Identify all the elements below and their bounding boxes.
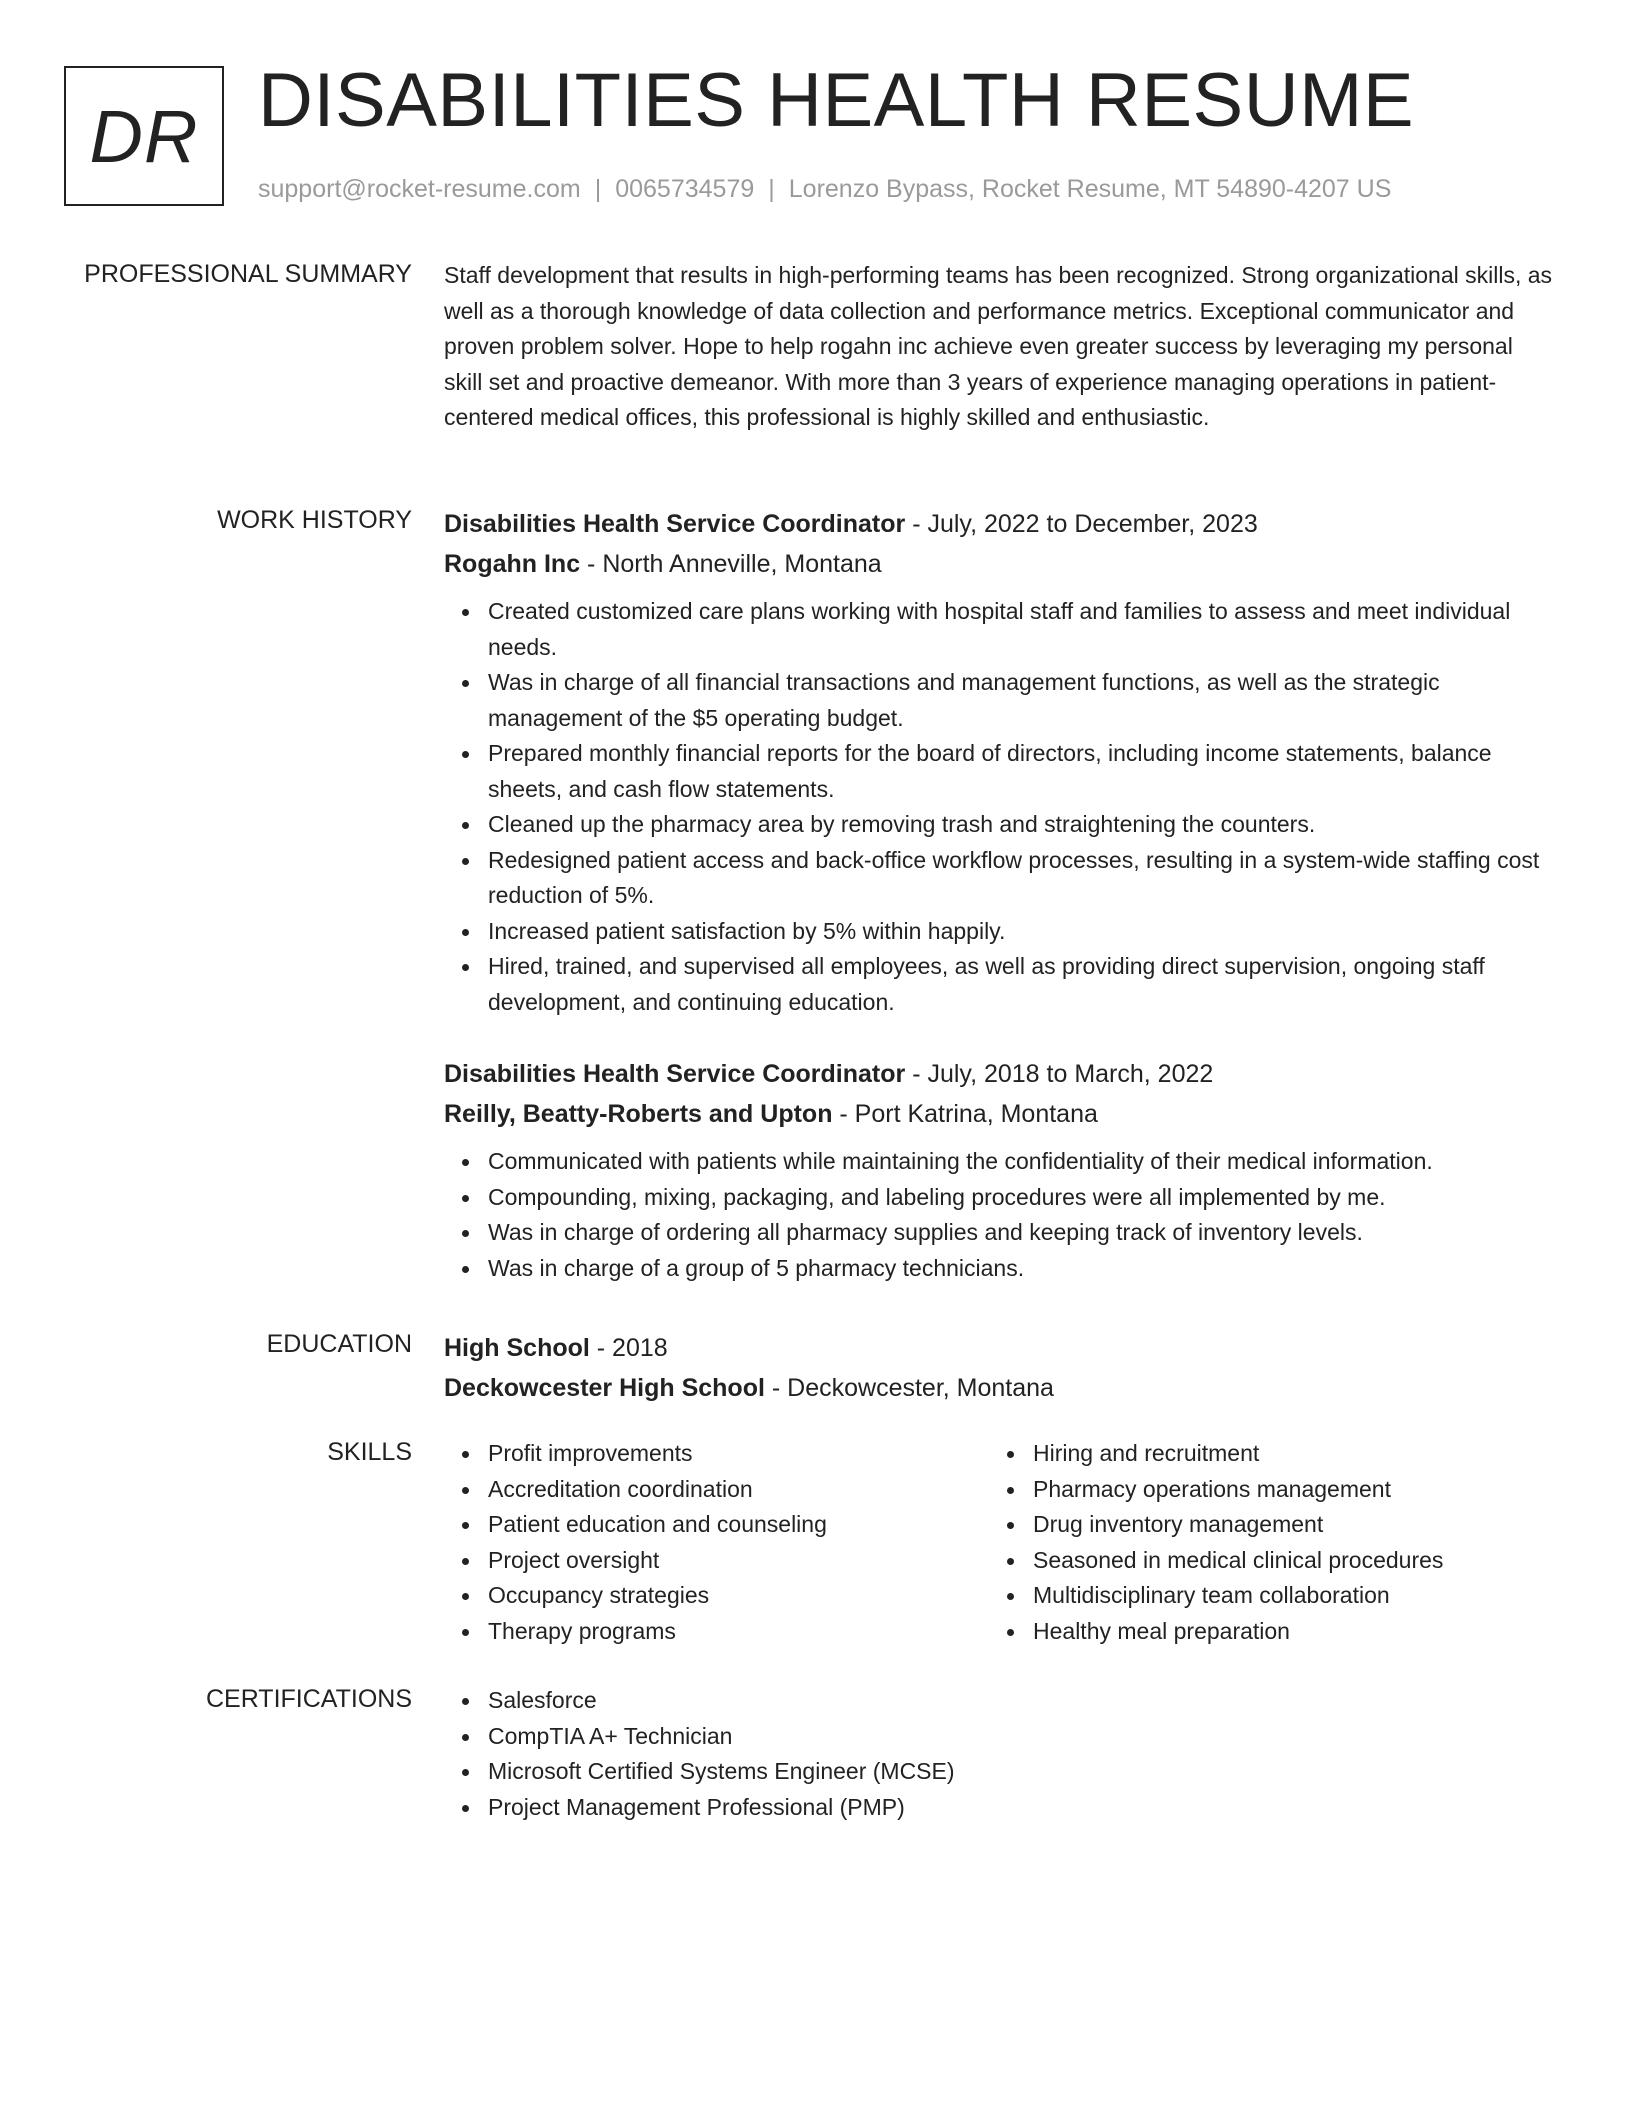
section-label-summary: PROFESSIONAL SUMMARY: [84, 260, 412, 288]
job-bullet: Was in charge of ordering all pharmacy supplies and keeping track of inventory levels.: [488, 1215, 1554, 1251]
work-body: [444, 504, 1554, 1320]
section-label-work: WORK HISTORY: [217, 506, 412, 534]
summary-text: Staff development that results in high-performing teams has been recognized. Strong organizational skills, as well as a thorough knowledge of data collection and performance metrics. Exceptional communicator and proven problem solver. Hope to help rogahn inc achieve even greater success by leveraging my personal skill set and proactive demeanor. With more than 3 years of experience managing operations in patient-centered medical offices, this professional is highly skilled and enthusiastic.: [444, 262, 1553, 430]
skills-column-left: [444, 1436, 989, 1649]
education-degree: High School: [444, 1334, 590, 1362]
job-company: Reilly, Beatty-Roberts and Upton: [444, 1100, 833, 1128]
certification-item: Project Management Professional (PMP): [488, 1790, 1554, 1826]
job-entry: [444, 504, 1554, 1020]
skills-list: [444, 1436, 989, 1649]
job-company-line: [444, 1094, 1554, 1134]
skill-item: Healthy meal preparation: [1033, 1614, 1534, 1650]
job-title-line: [444, 504, 1554, 544]
education-school-line: [444, 1368, 1554, 1408]
skill-item: Seasoned in medical clinical procedures: [1033, 1543, 1534, 1579]
job-dates: - July, 2022 to December, 2023: [905, 510, 1258, 538]
skills-grid: [444, 1436, 1554, 1649]
skill-item: Occupancy strategies: [488, 1578, 989, 1614]
job-bullet: Hired, trained, and supervised all employees, as well as providing direct supervision, ongoing staff development, and continuing education.: [488, 949, 1554, 1020]
certification-item: Salesforce: [488, 1683, 1554, 1719]
skill-item: Profit improvements: [488, 1436, 989, 1472]
job-bullet: Increased patient satisfaction by 5% within happily.: [488, 914, 1554, 950]
resume-title: DISABILITIES HEALTH RESUME: [258, 58, 1415, 143]
section-label-skills: SKILLS: [327, 1438, 412, 1466]
education-year: - 2018: [589, 1334, 668, 1362]
contact-email: support@rocket-resume.com: [258, 175, 581, 203]
certifications-list: [444, 1683, 1554, 1825]
certifications-body: [444, 1683, 1554, 1825]
contact-address: Lorenzo Bypass, Rocket Resume, MT 54890-4207 US: [788, 175, 1392, 203]
certification-item: CompTIA A+ Technician: [488, 1719, 1554, 1755]
job-bullet: Created customized care plans working with hospital staff and families to assess and meet individual needs.: [488, 594, 1554, 665]
skill-item: Accreditation coordination: [488, 1472, 989, 1508]
job-bullet: Prepared monthly financial reports for the board of directors, including income statements, balance sheets, and cash flow statements.: [488, 736, 1554, 807]
skill-item: Hiring and recruitment: [1033, 1436, 1534, 1472]
skill-item: Patient education and counseling: [488, 1507, 989, 1543]
education-degree-line: [444, 1328, 1554, 1368]
job-bullet: Redesigned patient access and back-office workflow processes, resulting in a system-wide staffing cost reduction of 5%.: [488, 843, 1554, 914]
job-company-line: [444, 544, 1554, 584]
skill-item: Pharmacy operations management: [1033, 1472, 1534, 1508]
monogram-initials: DR: [89, 94, 199, 178]
skill-item: Multidisciplinary team collaboration: [1033, 1578, 1534, 1614]
certification-item: Microsoft Certified Systems Engineer (MCSE): [488, 1754, 1554, 1790]
contact-line: [258, 174, 1391, 204]
education-school: Deckowcester High School: [444, 1374, 765, 1402]
job-dates: - July, 2018 to March, 2022: [905, 1060, 1214, 1088]
job-bullets: [444, 594, 1554, 1020]
job-company: Rogahn Inc: [444, 550, 581, 578]
job-title-line: [444, 1054, 1554, 1094]
job-location: - North Anneville, Montana: [580, 550, 882, 578]
job-bullet: Compounding, mixing, packaging, and labeling procedures were all implemented by me.: [488, 1180, 1554, 1216]
skills-body: [444, 1436, 1554, 1649]
job-bullet: Was in charge of a group of 5 pharmacy technicians.: [488, 1251, 1554, 1287]
contact-separator: |: [594, 175, 602, 203]
job-title: Disabilities Health Service Coordinator: [444, 510, 906, 538]
contact-phone: 0065734579: [615, 175, 755, 203]
job-entry: [444, 1054, 1554, 1286]
skill-item: Project oversight: [488, 1543, 989, 1579]
skill-item: Drug inventory management: [1033, 1507, 1534, 1543]
skills-list: [989, 1436, 1534, 1649]
monogram-box: [64, 66, 224, 206]
job-bullet: Communicated with patients while maintaining the confidentiality of their medical information.: [488, 1144, 1554, 1180]
job-bullet: Was in charge of all financial transactions and management functions, as well as the strategic management of the $5 operating budget.: [488, 665, 1554, 736]
job-bullet: Cleaned up the pharmacy area by removing trash and straightening the counters.: [488, 807, 1554, 843]
summary-body: [444, 258, 1554, 436]
job-title: Disabilities Health Service Coordinator: [444, 1060, 906, 1088]
contact-separator: |: [768, 175, 775, 203]
skills-column-right: [989, 1436, 1534, 1649]
education-body: [444, 1328, 1554, 1408]
job-bullets: [444, 1144, 1554, 1286]
job-location: - Port Katrina, Montana: [832, 1100, 1098, 1128]
section-label-education: EDUCATION: [266, 1330, 412, 1358]
section-label-certifications: CERTIFICATIONS: [205, 1685, 412, 1713]
skill-item: Therapy programs: [488, 1614, 989, 1650]
education-location: - Deckowcester, Montana: [764, 1374, 1054, 1402]
